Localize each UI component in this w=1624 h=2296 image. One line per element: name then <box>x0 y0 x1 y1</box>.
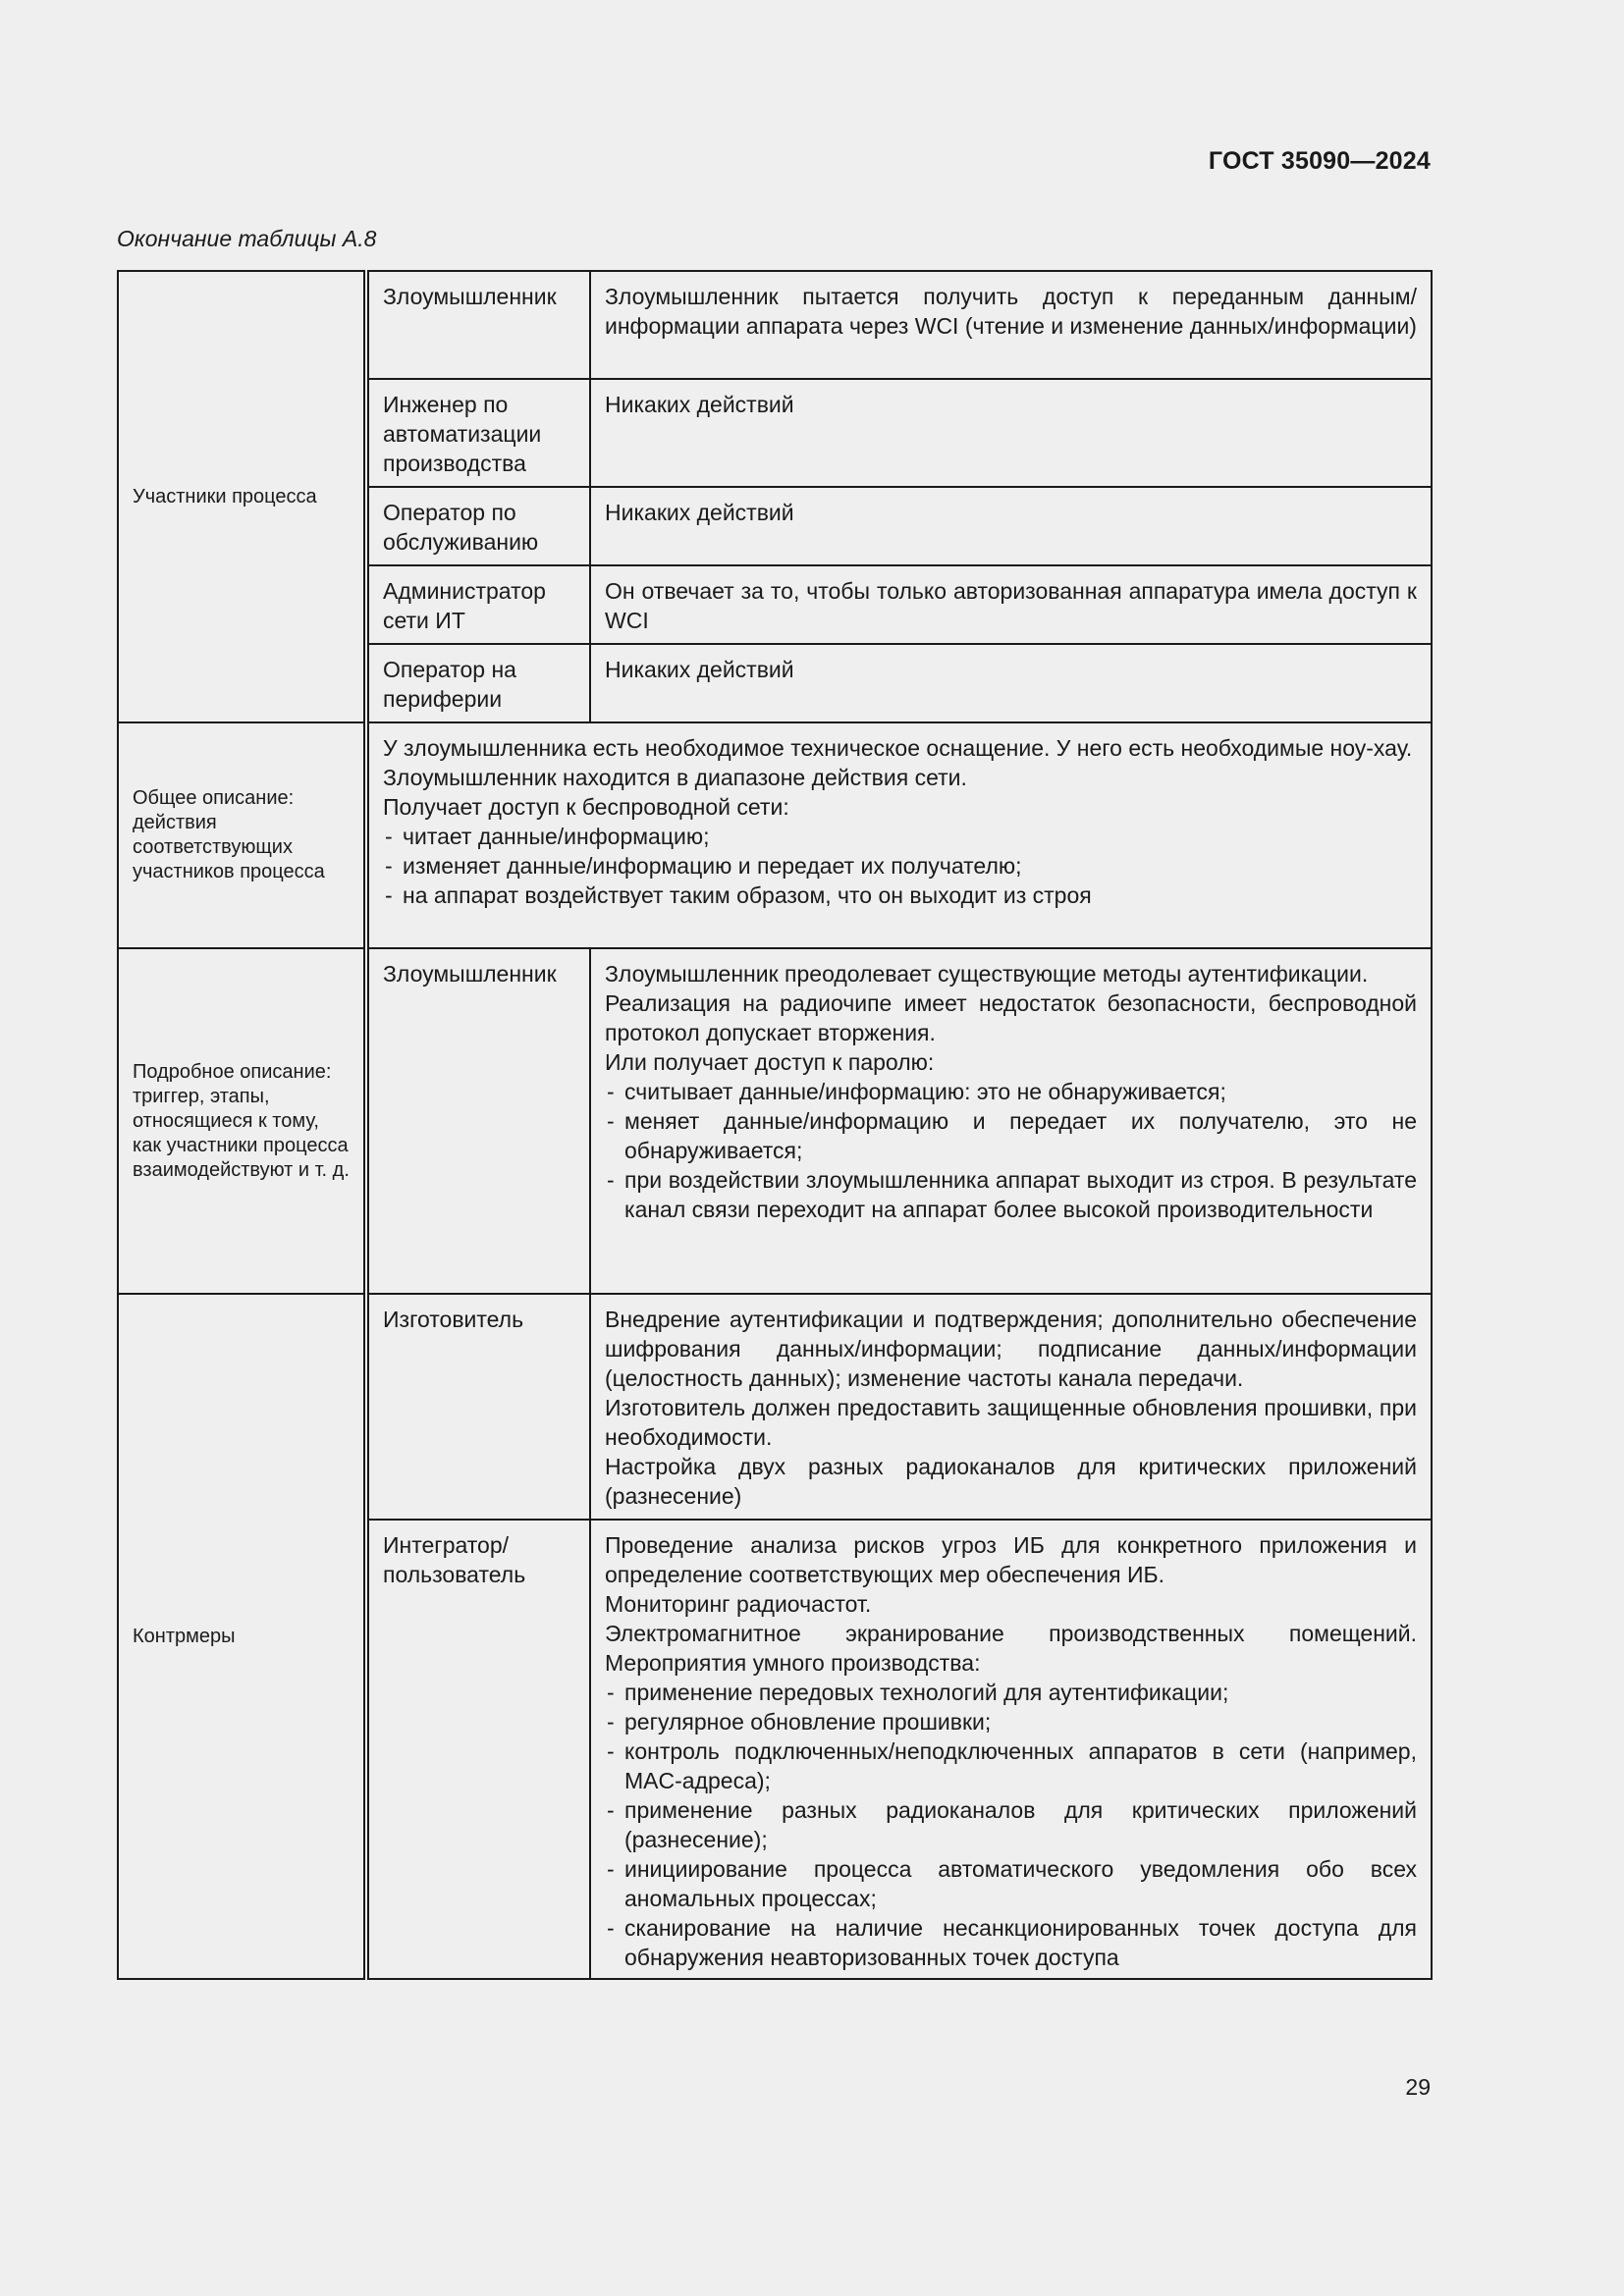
list-item: - при воздействии злоумышленника аппарат выходит из строя. В результате канал связи переходит на аппарат более высокой производительности <box>605 1165 1417 1224</box>
general-line: У злоумышленника есть необходимое техническое оснащение. У него есть необходимые ноу-хау. <box>383 735 1413 761</box>
participant-role: Оператор по обслуживанию <box>366 487 590 565</box>
page-number: 29 <box>1405 2074 1431 2100</box>
integrator-role: Интегратор/ пользователь <box>366 1520 590 1979</box>
general-line: Злоумышленник находится в диапазоне действия сети. <box>383 765 967 790</box>
participant-role: Администратор сети ИТ <box>366 565 590 644</box>
table-row <box>118 722 1432 948</box>
detailed-description <box>590 948 1432 1294</box>
participant-action: Злоумышленник пытается получить доступ к переданным данным/информации аппарата через WCI (чтение и изменение данных/информации) <box>590 271 1432 379</box>
document-standard-number: ГОСТ 35090—2024 <box>1208 147 1431 175</box>
measure-line: Изготовитель должен предоставить защищенные обновления прошивки, при необходимости. <box>605 1395 1417 1450</box>
participant-role: Оператор на периферии <box>366 644 590 722</box>
table-row <box>118 948 1432 1294</box>
list-item: - считывает данные/информацию: это не обнаруживается; <box>605 1077 1417 1106</box>
general-list <box>383 822 1417 910</box>
participants-label: Участники процесса <box>118 271 366 722</box>
detailed-line: Или получает доступ к паролю: <box>605 1049 935 1075</box>
measure-line: Настройка двух разных радиоканалов для критических приложений (разнесение) <box>605 1454 1417 1509</box>
measure-line: Электромагнитное экранирование производственных помещений. Мероприятия умного производства: <box>605 1621 1417 1676</box>
list-item: - контроль подключенных/неподключенных аппаратов в сети (например, MAC-адреса); <box>605 1736 1417 1795</box>
general-description <box>366 722 1432 948</box>
list-item: - инициирование процесса автоматического уведомления обо всех аномальных процессах; <box>605 1854 1417 1913</box>
general-line: Получает доступ к беспроводной сети: <box>383 794 789 820</box>
detailed-role: Злоумышленник <box>366 948 590 1294</box>
table-a8 <box>117 270 1433 1980</box>
measure-line: Внедрение аутентификации и подтверждения; дополнительно обеспечение шифрования данных/информации; подписание данных/информации (целостность данных); изменение частоты канала передачи. <box>605 1307 1417 1391</box>
participant-role: Злоумышленник <box>366 271 590 379</box>
list-item: - регулярное обновление прошивки; <box>605 1707 1417 1736</box>
measure-line: Мониторинг радиочастот. <box>605 1591 872 1617</box>
list-item: - применение разных радиоканалов для критических приложений (разнесение); <box>605 1795 1417 1854</box>
detailed-list <box>605 1077 1417 1224</box>
participant-action: Никаких действий <box>590 379 1432 487</box>
general-description-label: Общее описание: действия соответствующих участников процесса <box>118 722 366 948</box>
list-item: - читает данные/информацию; <box>383 822 1417 851</box>
participant-role: Инженер по автоматизации производства <box>366 379 590 487</box>
measure-line: Проведение анализа рисков угроз ИБ для конкретного приложения и определение соответствующих мер обеспечения ИБ. <box>605 1532 1417 1587</box>
list-item: - изменяет данные/информацию и передает их получателю; <box>383 851 1417 881</box>
detailed-description-label: Подробное описание: триггер, этапы, относящиеся к тому, как участники процесса взаимодействуют и т. д. <box>118 948 366 1294</box>
detailed-line: Злоумышленник преодолевает существующие методы аутентификации. <box>605 961 1369 987</box>
list-item: - сканирование на наличие несанкционированных точек доступа для обнаружения неавторизованных точек доступа <box>605 1913 1417 1972</box>
integrator-list <box>605 1678 1417 1972</box>
integrator-measures <box>590 1520 1432 1979</box>
manufacturer-role: Изготовитель <box>366 1294 590 1520</box>
participant-action: Никаких действий <box>590 644 1432 722</box>
participant-action: Он отвечает за то, чтобы только авторизованная аппаратура имела доступ к WCI <box>590 565 1432 644</box>
list-item: - применение передовых технологий для аутентификации; <box>605 1678 1417 1707</box>
manufacturer-measures <box>590 1294 1432 1520</box>
detailed-line: Реализация на радиочипе имеет недостаток безопасности, беспроводной протокол допускает вторжения. <box>605 990 1417 1045</box>
participant-action: Никаких действий <box>590 487 1432 565</box>
list-item: - на аппарат воздействует таким образом, что он выходит из строя <box>383 881 1417 910</box>
table-row <box>118 1294 1432 1520</box>
list-item: - меняет данные/информацию и передает их получателю, это не обнаруживается; <box>605 1106 1417 1165</box>
table-caption: Окончание таблицы А.8 <box>117 226 377 251</box>
table-row <box>118 271 1432 379</box>
countermeasures-label: Контрмеры <box>118 1294 366 1979</box>
